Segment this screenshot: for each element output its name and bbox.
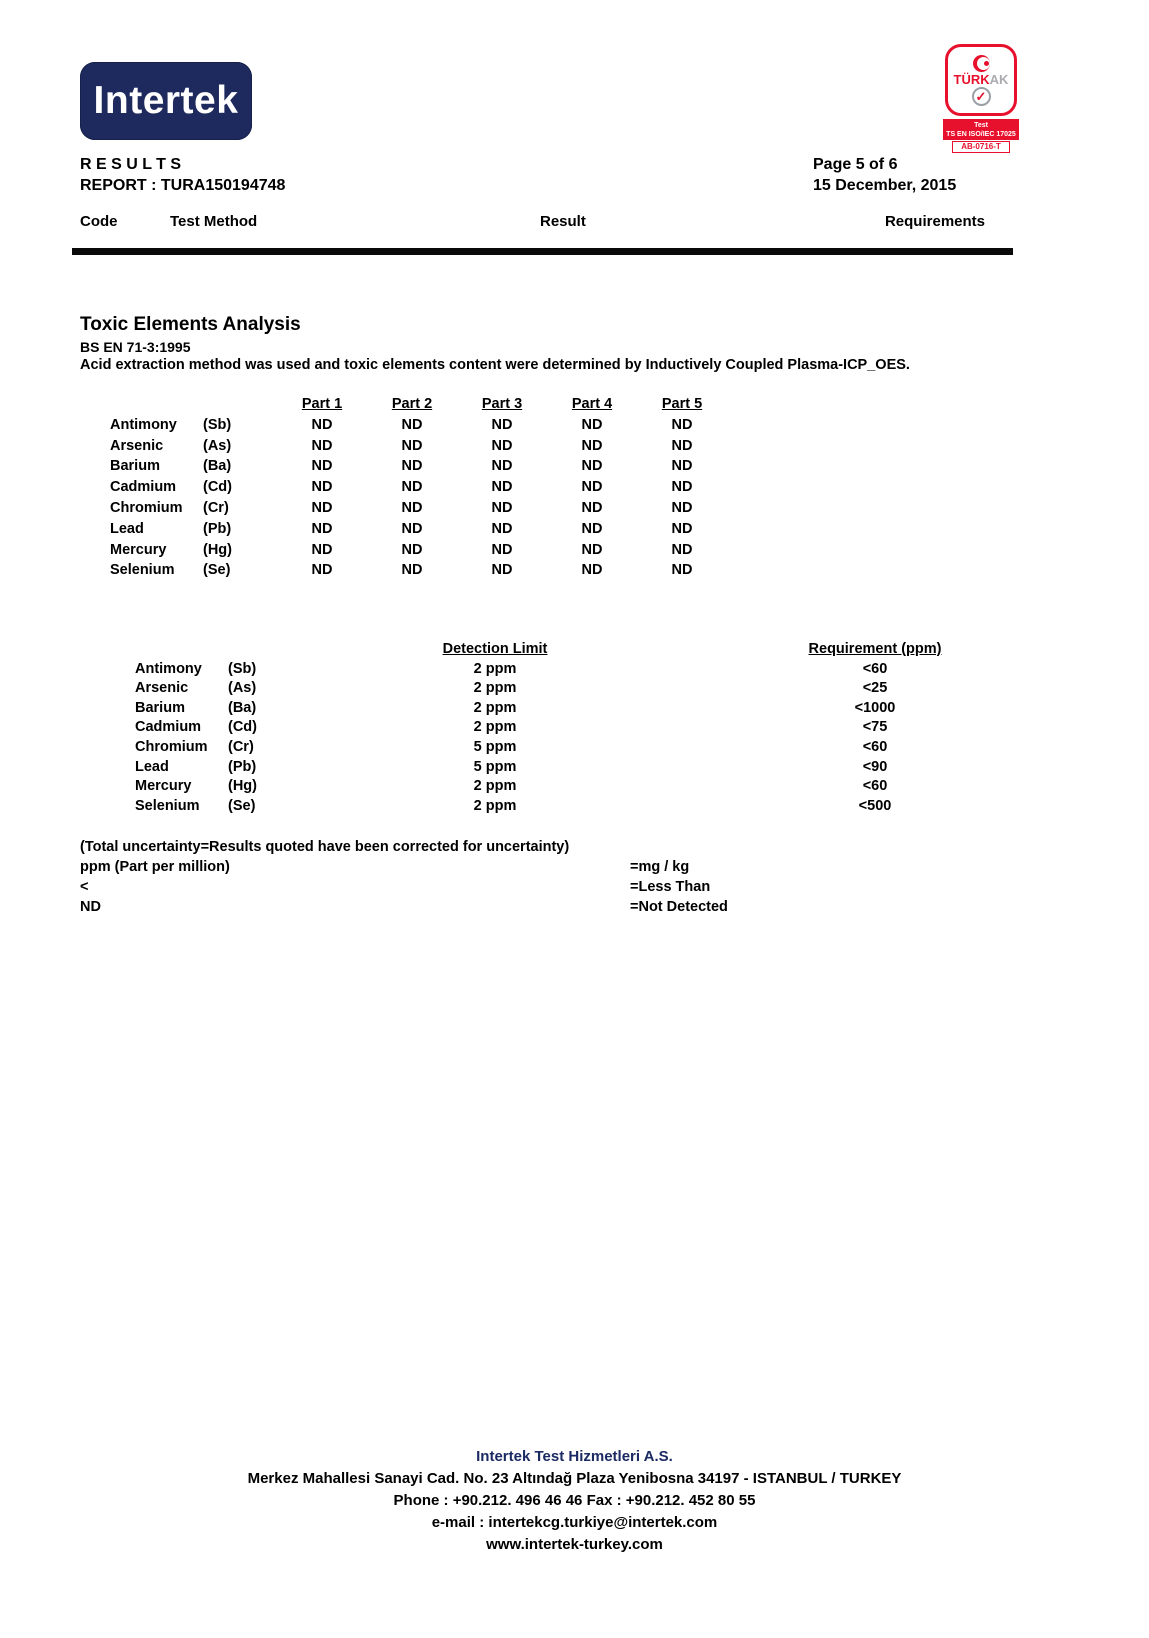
- result-value: ND: [581, 416, 603, 433]
- part-column-header: Part 1: [301, 396, 343, 412]
- result-value: ND: [401, 520, 423, 537]
- element-symbol: (Cr): [203, 499, 229, 516]
- result-value: ND: [671, 458, 693, 475]
- result-value: ND: [671, 520, 693, 537]
- notes-block: [80, 837, 840, 917]
- page-footer: [0, 1446, 1149, 1556]
- detection-limit-value: 2 ppm: [473, 699, 517, 716]
- result-value: ND: [671, 416, 693, 433]
- method-description: Acid extraction method was used and toxic elements content were determined by Inductively Coupled Plasma-ICP_OES.: [80, 357, 910, 373]
- accreditation-scope-line1: Test: [974, 122, 988, 129]
- column-header-code: Code: [80, 213, 118, 230]
- element-name: Selenium: [110, 562, 175, 579]
- table-row: [80, 436, 727, 457]
- result-value: ND: [311, 437, 333, 454]
- legend-term: <: [80, 879, 89, 895]
- detection-limit-value: 2 ppm: [473, 797, 517, 814]
- result-value: ND: [311, 520, 333, 537]
- company-address: Merkez Mahallesi Sanayi Cad. No. 23 Altındağ Plaza Yenibosna 34197 - ISTANBUL / TURKEY: [247, 1470, 902, 1487]
- result-value: ND: [311, 562, 333, 579]
- table-row: [80, 718, 1085, 738]
- header-divider-rule: [72, 248, 1013, 255]
- legend-term: ND: [80, 899, 101, 915]
- section-title: Toxic Elements Analysis: [80, 314, 301, 335]
- result-value: ND: [491, 437, 513, 454]
- result-value: ND: [311, 541, 333, 558]
- requirement-value: <1000: [854, 699, 896, 716]
- result-value: ND: [671, 479, 693, 496]
- legend-definition: =Less Than: [630, 879, 711, 895]
- results-heading: R E S U L T S: [80, 156, 182, 173]
- result-value: ND: [311, 416, 333, 433]
- result-value: ND: [401, 541, 423, 558]
- table-row: [80, 560, 727, 581]
- element-symbol: (Se): [228, 797, 256, 814]
- detection-limit-value: 2 ppm: [473, 778, 517, 795]
- result-value: ND: [491, 541, 513, 558]
- detection-limit-value: 2 ppm: [473, 660, 517, 677]
- element-symbol: (Cr): [228, 738, 254, 755]
- result-value: ND: [581, 458, 603, 475]
- element-name: Barium: [110, 458, 160, 475]
- requirement-header: Requirement (ppm): [808, 641, 942, 657]
- element-symbol: (Ba): [203, 458, 232, 475]
- requirement-value: <60: [862, 778, 888, 795]
- intertek-logo: [80, 62, 252, 140]
- element-name: Lead: [110, 520, 144, 537]
- limits-table-header-row: [80, 640, 1085, 660]
- table-row: [80, 758, 1085, 778]
- requirement-value: <75: [862, 719, 888, 736]
- element-name: Mercury: [135, 778, 192, 795]
- element-name: Lead: [135, 758, 169, 775]
- test-standard: BS EN 71-3:1995: [80, 339, 191, 355]
- result-value: ND: [581, 479, 603, 496]
- accreditation-scope-band: [943, 119, 1019, 140]
- legend-item: [80, 877, 840, 897]
- legend-item: [80, 857, 840, 877]
- element-symbol: (As): [228, 680, 257, 697]
- turkak-badge: [945, 44, 1017, 116]
- element-symbol: (Ba): [228, 699, 257, 716]
- result-value: ND: [311, 479, 333, 496]
- legend-list: [80, 857, 840, 917]
- result-value: ND: [491, 520, 513, 537]
- detection-limit-value: 2 ppm: [473, 719, 517, 736]
- result-value: ND: [401, 416, 423, 433]
- limits-table-body: [80, 660, 1085, 817]
- element-name: Antimony: [135, 660, 202, 677]
- toxic-elements-section: [80, 314, 1070, 373]
- report-number: REPORT : TURA150194748: [80, 177, 286, 194]
- intertek-logo-text: Intertek: [93, 79, 239, 122]
- element-symbol: (Sb): [228, 660, 257, 677]
- detection-limit-value: 5 ppm: [473, 758, 517, 775]
- turkak-accreditation-mark: [941, 44, 1021, 153]
- accreditation-scope-line2: TS EN ISO/IEC 17025: [946, 131, 1016, 138]
- result-value: ND: [491, 479, 513, 496]
- result-value: ND: [671, 437, 693, 454]
- requirement-value: <25: [862, 680, 888, 697]
- element-name: Cadmium: [110, 479, 177, 496]
- accreditation-cert-number: AB-0716-T: [952, 141, 1010, 153]
- result-value: ND: [581, 437, 603, 454]
- table-row: [80, 519, 727, 540]
- table-row: [80, 797, 1085, 817]
- element-name: Chromium: [110, 499, 183, 516]
- result-value: ND: [491, 562, 513, 579]
- company-phone: Phone : +90.212. 496 46 46 Fax : +90.212. 452 80 55: [393, 1492, 756, 1509]
- element-symbol: (As): [203, 437, 232, 454]
- legend-item: [80, 897, 840, 917]
- result-value: ND: [311, 458, 333, 475]
- element-symbol: (Cd): [203, 479, 232, 496]
- element-name: Cadmium: [135, 719, 202, 736]
- detection-limit-value: 5 ppm: [473, 738, 517, 755]
- table-row: [80, 540, 727, 561]
- legend-definition: =mg / kg: [630, 859, 690, 875]
- uncertainty-note: (Total uncertainty=Results quoted have been corrected for uncertainty): [80, 839, 570, 855]
- column-header-result: Result: [540, 213, 586, 230]
- table-row: [80, 477, 727, 498]
- result-value: ND: [401, 458, 423, 475]
- part-column-header: Part 4: [571, 396, 613, 412]
- element-name: Arsenic: [110, 437, 164, 454]
- limits-table: [80, 640, 1085, 816]
- result-value: ND: [581, 541, 603, 558]
- company-website: www.intertek-turkey.com: [486, 1536, 663, 1553]
- requirement-value: <90: [862, 758, 888, 775]
- detection-limit-header: Detection Limit: [442, 641, 548, 657]
- table-row: [80, 679, 1085, 699]
- result-value: ND: [581, 499, 603, 516]
- table-row: [80, 777, 1085, 797]
- element-name: Antimony: [110, 416, 177, 433]
- element-symbol: (Pb): [203, 520, 232, 537]
- requirement-value: <60: [862, 660, 888, 677]
- result-value: ND: [671, 499, 693, 516]
- result-value: ND: [491, 499, 513, 516]
- table-row: [80, 699, 1085, 719]
- table-row: [80, 456, 727, 477]
- part-column-header: Part 5: [661, 396, 703, 412]
- element-symbol: (Pb): [228, 758, 257, 775]
- result-value: ND: [401, 562, 423, 579]
- table-row: [80, 738, 1085, 758]
- result-value: ND: [671, 541, 693, 558]
- element-name: Selenium: [135, 797, 200, 814]
- requirement-value: <60: [862, 738, 888, 755]
- legend-definition: =Not Detected: [630, 899, 728, 915]
- column-header-test-method: Test Method: [170, 213, 258, 230]
- checkmark-icon: ✓: [972, 87, 991, 106]
- result-value: ND: [401, 479, 423, 496]
- element-symbol: (Sb): [203, 416, 232, 433]
- result-value: ND: [401, 437, 423, 454]
- result-value: ND: [581, 562, 603, 579]
- element-name: Mercury: [110, 541, 167, 558]
- table-row: [80, 415, 727, 436]
- result-value: ND: [671, 562, 693, 579]
- column-header-requirements: Requirements: [884, 213, 985, 230]
- result-value: ND: [401, 499, 423, 516]
- element-name: Barium: [135, 699, 185, 716]
- element-name: Arsenic: [135, 680, 189, 697]
- results-table-body: [80, 415, 727, 581]
- element-symbol: (Cd): [228, 719, 257, 736]
- result-value: ND: [491, 416, 513, 433]
- result-value: ND: [581, 520, 603, 537]
- table-row: [80, 660, 1085, 680]
- results-table: [80, 394, 727, 581]
- company-name: Intertek Test Hizmetleri A.S.: [476, 1448, 673, 1465]
- requirement-value: <500: [858, 797, 892, 814]
- legend-term: ppm (Part per million): [80, 859, 230, 875]
- element-symbol: (Hg): [228, 778, 257, 795]
- page-number: Page 5 of 6: [813, 156, 898, 173]
- results-table-header-row: [80, 394, 727, 415]
- part-column-header: Part 2: [391, 396, 433, 412]
- element-symbol: (Hg): [203, 541, 232, 558]
- element-symbol: (Se): [203, 562, 231, 579]
- detection-limit-value: 2 ppm: [473, 680, 517, 697]
- company-email: e-mail : intertekcg.turkiye@intertek.com: [431, 1514, 718, 1531]
- result-value: ND: [311, 499, 333, 516]
- report-date: 15 December, 2015: [813, 177, 957, 194]
- result-value: ND: [491, 458, 513, 475]
- table-row: [80, 498, 727, 519]
- crescent-star-icon: [973, 55, 990, 72]
- turkak-wordmark: TÜRKAK: [953, 71, 1009, 87]
- element-name: Chromium: [135, 738, 208, 755]
- part-column-header: Part 3: [481, 396, 523, 412]
